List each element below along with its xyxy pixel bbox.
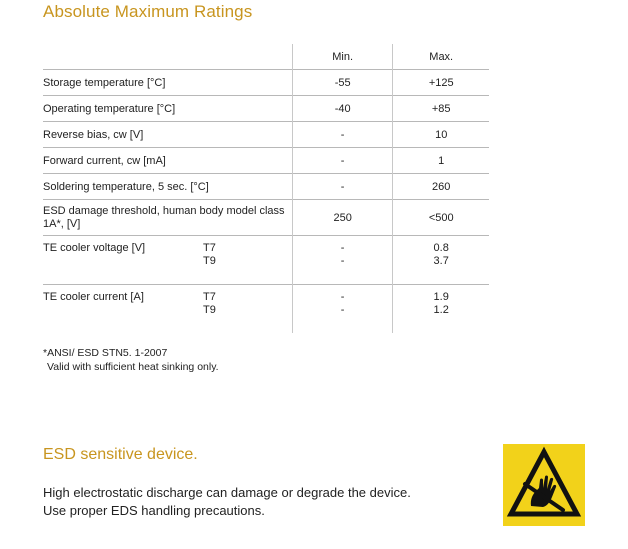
table-row <box>43 148 489 174</box>
row-min: - <box>292 122 393 148</box>
row-min: - <box>340 291 345 303</box>
row-label: TE cooler current [A] <box>43 291 144 303</box>
header-max: Max. <box>393 44 489 70</box>
row-label: Reverse bias, cw [V] <box>43 122 292 148</box>
absolute-maximum-ratings-table <box>43 44 489 333</box>
esd-description <box>43 484 411 520</box>
row-label: Operating temperature [°C] <box>43 96 292 122</box>
row-max: 260 <box>393 174 489 200</box>
table-row-te-cooler-current <box>43 285 489 334</box>
variant-label: T7 <box>203 291 216 303</box>
table-row <box>43 122 489 148</box>
row-min: - <box>340 242 345 254</box>
variant-label: T9 <box>203 304 216 316</box>
esd-warning-icon <box>503 444 585 526</box>
row-min: - <box>292 174 393 200</box>
row-min: - <box>340 304 345 316</box>
esd-line-1: High electrostatic discharge can damage or degrade the device. <box>43 485 411 500</box>
esd-heading: ESD sensitive device. <box>43 446 198 463</box>
row-max: 1.9 <box>433 291 449 303</box>
row-max: +125 <box>393 70 489 96</box>
row-label: ESD damage threshold, human body model class 1A*, [V] <box>43 200 292 236</box>
header-min: Min. <box>292 44 393 70</box>
row-max: 0.8 <box>433 242 449 254</box>
footnote <box>43 346 219 374</box>
table-row <box>43 200 489 236</box>
section-title: Absolute Maximum Ratings <box>43 2 253 21</box>
footnote-standard: *ANSI/ ESD STN5. 1-2007 <box>43 347 168 359</box>
row-label: Storage temperature [°C] <box>43 70 292 96</box>
footnote-heat-sinking: Valid with sufficient heat sinking only. <box>47 361 219 373</box>
esd-symbol-icon <box>503 444 585 526</box>
row-min: - <box>340 255 345 267</box>
row-min: -55 <box>292 70 393 96</box>
row-min: - <box>292 148 393 174</box>
table-row <box>43 96 489 122</box>
row-max: 3.7 <box>433 255 449 267</box>
row-max: 1 <box>393 148 489 174</box>
esd-line-2: Use proper EDS handling precautions. <box>43 503 265 518</box>
variant-label: T9 <box>203 255 216 267</box>
header-label <box>43 44 292 70</box>
table-row-te-cooler-voltage <box>43 236 489 285</box>
variant-label: T7 <box>203 242 216 254</box>
row-max: <500 <box>393 200 489 236</box>
table-header-row <box>43 44 489 70</box>
row-max: +85 <box>393 96 489 122</box>
row-max: 10 <box>393 122 489 148</box>
table-row <box>43 70 489 96</box>
row-label: Forward current, cw [mA] <box>43 148 292 174</box>
row-label: Soldering temperature, 5 sec. [°C] <box>43 174 292 200</box>
variant-list <box>203 291 216 317</box>
row-max: 1.2 <box>433 304 449 316</box>
row-min: -40 <box>292 96 393 122</box>
table-row <box>43 174 489 200</box>
row-min: 250 <box>292 200 393 236</box>
row-label: TE cooler voltage [V] <box>43 242 146 254</box>
variant-list <box>203 242 216 268</box>
